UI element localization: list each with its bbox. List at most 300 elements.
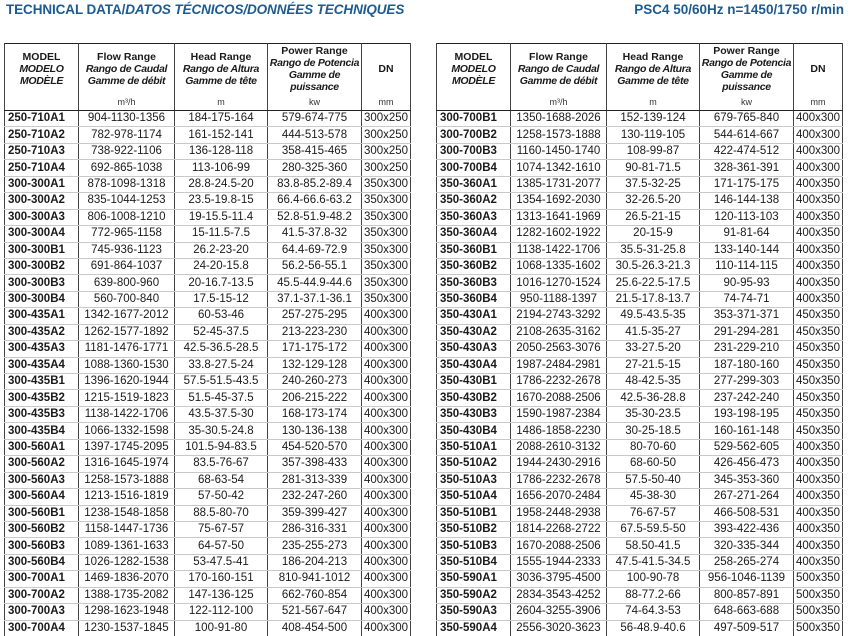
head-cell: 47.5-41.5-34.5: [607, 554, 700, 570]
power-cell: 132-129-128: [268, 357, 362, 373]
flow-cell: 1215-1519-1823: [79, 390, 175, 406]
head-cell: 33.8-27.5-24: [175, 357, 268, 373]
table-row: [437, 587, 843, 603]
flow-cell: 1670-2088-2506: [511, 538, 607, 554]
flow-cell: 950-1188-1397: [511, 291, 607, 307]
table-row: [437, 357, 843, 373]
power-cell: 291-294-281: [700, 324, 794, 340]
model-cell: 300-435A1: [5, 308, 79, 324]
model-cell: 350-360B2: [437, 258, 511, 274]
table-row: [437, 193, 843, 209]
flow-cell: 1342-1677-2012: [79, 308, 175, 324]
table-row: [437, 571, 843, 587]
flow-cell: 2556-3020-3623: [511, 620, 607, 636]
table-row: [437, 423, 843, 439]
power-cell: 206-215-222: [268, 390, 362, 406]
power-cell: 422-474-512: [700, 143, 794, 159]
flow-cell: 1354-1692-2030: [511, 193, 607, 209]
model-cell: 300-300B3: [5, 275, 79, 291]
head-cell: 83.5-76-67: [175, 456, 268, 472]
power-cell: 45.5-44.9-44.6: [268, 275, 362, 291]
head-cell: 53-47.5-41: [175, 554, 268, 570]
flow-cell: 1313-1641-1969: [511, 209, 607, 225]
flow-cell: 1160-1450-1740: [511, 143, 607, 159]
table-unit-row: [437, 95, 843, 111]
table-header-row: [437, 44, 843, 95]
table-row: [5, 341, 411, 357]
head-cell: 67.5-59.5-50: [607, 521, 700, 537]
head-cell: 37.5-32-25: [607, 176, 700, 192]
table-row: [437, 176, 843, 192]
model-cell: 350-510A1: [437, 439, 511, 455]
dn-cell: 450x350: [794, 357, 843, 373]
dn-cell: 300x250: [362, 160, 411, 176]
col-header-flow: Flow Range Rango de Caudal Gamme de débit: [511, 44, 607, 95]
table-row: [5, 258, 411, 274]
model-cell: 350-430B1: [437, 374, 511, 390]
flow-cell: 1469-1836-2070: [79, 571, 175, 587]
power-cell: 521-567-647: [268, 604, 362, 620]
dn-cell: 350x300: [362, 242, 411, 258]
dn-cell: 400x300: [362, 357, 411, 373]
dn-cell: 400x350: [794, 242, 843, 258]
head-cell: 76-67-57: [607, 505, 700, 521]
power-cell: 90-95-93: [700, 275, 794, 291]
flow-cell: 2604-3255-3906: [511, 604, 607, 620]
dn-cell: 300x250: [362, 111, 411, 127]
dn-cell: 400x300: [794, 111, 843, 127]
head-cell: 45-38-30: [607, 489, 700, 505]
power-cell: 810-941-1012: [268, 571, 362, 587]
power-cell: 357-398-433: [268, 456, 362, 472]
head-cell: 41.5-35-27: [607, 324, 700, 340]
power-cell: 544-614-667: [700, 127, 794, 143]
power-cell: 168-173-174: [268, 406, 362, 422]
flow-cell: 2108-2635-3162: [511, 324, 607, 340]
table-row: [5, 489, 411, 505]
flow-cell: 782-978-1174: [79, 127, 175, 143]
power-cell: 358-415-465: [268, 143, 362, 159]
model-cell: 300-560A3: [5, 472, 79, 488]
model-cell: 350-360B1: [437, 242, 511, 258]
dn-cell: 350x300: [362, 209, 411, 225]
power-cell: 235-255-273: [268, 538, 362, 554]
power-cell: 267-271-264: [700, 489, 794, 505]
flow-cell: 1486-1858-2230: [511, 423, 607, 439]
flow-cell: 1396-1620-1944: [79, 374, 175, 390]
power-cell: 237-242-240: [700, 390, 794, 406]
head-cell: 42.5-36-28.8: [607, 390, 700, 406]
head-cell: 58.50-41.5: [607, 538, 700, 554]
flow-cell: 692-865-1038: [79, 160, 175, 176]
flow-cell: 1944-2430-2916: [511, 456, 607, 472]
power-cell: 110-114-115: [700, 258, 794, 274]
dn-cell: 400x300: [362, 521, 411, 537]
head-cell: 57-50-42: [175, 489, 268, 505]
table-row: [437, 620, 843, 636]
table-row: [437, 489, 843, 505]
dn-cell: 400x350: [794, 554, 843, 570]
power-cell: 280-325-360: [268, 160, 362, 176]
dn-cell: 400x350: [794, 193, 843, 209]
dn-cell: 400x350: [794, 258, 843, 274]
flow-cell: 1066-1332-1598: [79, 423, 175, 439]
table-row: [437, 127, 843, 143]
flow-cell: 772-965-1158: [79, 226, 175, 242]
table-row: [5, 521, 411, 537]
head-cell: 80-70-60: [607, 439, 700, 455]
dn-cell: 400x300: [362, 390, 411, 406]
dn-cell: 300x250: [362, 127, 411, 143]
power-cell: 56.2-56-55.1: [268, 258, 362, 274]
power-cell: 529-562-605: [700, 439, 794, 455]
head-cell: 20-16.7-13.5: [175, 275, 268, 291]
model-cell: 300-300B2: [5, 258, 79, 274]
dn-cell: 400x350: [794, 538, 843, 554]
power-cell: 956-1046-1139: [700, 571, 794, 587]
flow-cell: 1258-1573-1888: [79, 472, 175, 488]
flow-cell: 691-864-1037: [79, 258, 175, 274]
head-cell: 20-15-9: [607, 226, 700, 242]
power-cell: 213-223-230: [268, 324, 362, 340]
head-cell: 42.5-36.5-28.5: [175, 341, 268, 357]
head-cell: 27-21.5-15: [607, 357, 700, 373]
head-cell: 56-48.9-40.6: [607, 620, 700, 636]
head-cell: 35-30-23.5: [607, 406, 700, 422]
power-cell: 444-513-578: [268, 127, 362, 143]
model-cell: 350-510B3: [437, 538, 511, 554]
head-cell: 130-119-105: [607, 127, 700, 143]
table-row: [5, 160, 411, 176]
power-cell: 426-456-473: [700, 456, 794, 472]
head-cell: 122-112-100: [175, 604, 268, 620]
head-cell: 152-139-124: [607, 111, 700, 127]
table-row: [437, 111, 843, 127]
model-cell: 350-430A1: [437, 308, 511, 324]
head-cell: 90-81-71.5: [607, 160, 700, 176]
model-cell: 350-510A4: [437, 489, 511, 505]
model-cell: 300-700A1: [5, 571, 79, 587]
power-cell: 66.4-66.6-63.2: [268, 193, 362, 209]
dn-cell: 450x350: [794, 308, 843, 324]
head-cell: 35.5-31-25.8: [607, 242, 700, 258]
power-cell: 277-299-303: [700, 374, 794, 390]
col-header-model: MODEL MODELO MODÈLE: [437, 44, 511, 95]
head-cell: 25.6-22.5-17.5: [607, 275, 700, 291]
dn-cell: 350x300: [362, 258, 411, 274]
dn-cell: 450x350: [794, 390, 843, 406]
model-cell: 300-300B4: [5, 291, 79, 307]
table-row: [437, 242, 843, 258]
power-cell: 186-204-213: [268, 554, 362, 570]
model-cell: 350-510B4: [437, 554, 511, 570]
col-header-power: Power Range Rango de Potencia Gamme de puissance: [700, 44, 794, 95]
unit-flow: m³/h: [79, 95, 175, 111]
flow-cell: 1074-1342-1610: [511, 160, 607, 176]
model-cell: 350-360B3: [437, 275, 511, 291]
flow-cell: 2050-2563-3076: [511, 341, 607, 357]
table-row: [5, 193, 411, 209]
table-row: [5, 143, 411, 159]
table-row: [437, 604, 843, 620]
head-cell: 43.5-37.5-30: [175, 406, 268, 422]
table-row: [437, 374, 843, 390]
power-cell: 171-175-172: [268, 341, 362, 357]
model-cell: 350-430B3: [437, 406, 511, 422]
col-header-dn: DN: [794, 44, 843, 95]
head-cell: 57.5-51.5-43.5: [175, 374, 268, 390]
power-cell: 393-422-436: [700, 521, 794, 537]
model-cell: 350-430A4: [437, 357, 511, 373]
dn-cell: 400x300: [794, 143, 843, 159]
flow-cell: 1026-1282-1538: [79, 554, 175, 570]
table-row: [437, 521, 843, 537]
head-cell: 161-152-141: [175, 127, 268, 143]
head-cell: 136-128-118: [175, 143, 268, 159]
model-cell: 250-710A4: [5, 160, 79, 176]
col-header-model: MODEL MODELO MODÈLE: [5, 44, 79, 95]
flow-cell: 878-1098-1318: [79, 176, 175, 192]
table-row: [437, 143, 843, 159]
dn-cell: 400x300: [362, 620, 411, 636]
table-row: [5, 538, 411, 554]
model-cell: 350-510B2: [437, 521, 511, 537]
table-body-right: [437, 111, 843, 636]
dn-cell: 400x350: [794, 176, 843, 192]
dn-cell: 400x300: [362, 554, 411, 570]
dn-cell: 400x300: [362, 324, 411, 340]
table-row: [5, 406, 411, 422]
model-cell: 350-360A1: [437, 176, 511, 192]
power-cell: 281-313-339: [268, 472, 362, 488]
table-row: [437, 341, 843, 357]
flow-cell: 1555-1944-2333: [511, 554, 607, 570]
flow-cell: 639-800-960: [79, 275, 175, 291]
unit-power: kw: [700, 95, 794, 111]
model-cell: 300-435B1: [5, 374, 79, 390]
head-cell: 113-106-99: [175, 160, 268, 176]
power-cell: 232-247-260: [268, 489, 362, 505]
flow-cell: 1258-1573-1888: [511, 127, 607, 143]
table-row: [5, 111, 411, 127]
dn-cell: 400x300: [794, 127, 843, 143]
head-cell: 75-67-57: [175, 521, 268, 537]
power-cell: 648-663-688: [700, 604, 794, 620]
dn-cell: 450x350: [794, 374, 843, 390]
table-row: [5, 226, 411, 242]
model-cell: 350-590A2: [437, 587, 511, 603]
flow-cell: 1987-2484-2981: [511, 357, 607, 373]
dn-cell: 400x350: [794, 209, 843, 225]
model-cell: 350-430A3: [437, 341, 511, 357]
power-cell: 37.1-37.1-36.1: [268, 291, 362, 307]
table-header-row: [5, 44, 411, 95]
flow-cell: 1262-1577-1892: [79, 324, 175, 340]
dn-cell: 450x350: [794, 406, 843, 422]
head-cell: 68-63-54: [175, 472, 268, 488]
head-cell: 88.5-80-70: [175, 505, 268, 521]
model-cell: 250-710A2: [5, 127, 79, 143]
head-cell: 49.5-43.5-35: [607, 308, 700, 324]
model-cell: 350-430B4: [437, 423, 511, 439]
table-row: [5, 324, 411, 340]
table-row: [437, 160, 843, 176]
power-cell: 130-136-138: [268, 423, 362, 439]
dn-cell: 400x300: [362, 489, 411, 505]
col-header-head: Head Range Rango de Altura Gamme de tête: [607, 44, 700, 95]
power-cell: 240-260-273: [268, 374, 362, 390]
head-cell: 28.8-24.5-20: [175, 176, 268, 192]
model-cell: 350-430B2: [437, 390, 511, 406]
power-cell: 91-81-64: [700, 226, 794, 242]
technical-table-left: [4, 43, 411, 636]
dn-cell: 400x300: [362, 308, 411, 324]
head-cell: 21.5-17.8-13.7: [607, 291, 700, 307]
table-row: [437, 439, 843, 455]
table-row: [5, 472, 411, 488]
head-cell: 35-30.5-24.8: [175, 423, 268, 439]
table-row: [5, 587, 411, 603]
table-row: [5, 374, 411, 390]
head-cell: 30.5-26.3-21.3: [607, 258, 700, 274]
table-row: [437, 472, 843, 488]
table-unit-row: [5, 95, 411, 111]
head-cell: 88-77.2-66: [607, 587, 700, 603]
unit-head: m: [175, 95, 268, 111]
power-cell: 193-198-195: [700, 406, 794, 422]
model-cell: 300-560A4: [5, 489, 79, 505]
head-cell: 15-11.5-7.5: [175, 226, 268, 242]
dn-cell: 400x300: [362, 341, 411, 357]
flow-cell: 2194-2743-3292: [511, 308, 607, 324]
power-cell: 579-674-775: [268, 111, 362, 127]
unit-power: kw: [268, 95, 362, 111]
head-cell: 33-27.5-20: [607, 341, 700, 357]
table-row: [5, 439, 411, 455]
power-cell: 258-265-274: [700, 554, 794, 570]
dn-cell: 400x300: [362, 604, 411, 620]
dn-cell: 350x300: [362, 176, 411, 192]
head-cell: 26.5-21-15: [607, 209, 700, 225]
dn-cell: 350x300: [362, 226, 411, 242]
head-cell: 23.5-19.8-15: [175, 193, 268, 209]
flow-cell: 1656-2070-2484: [511, 489, 607, 505]
dn-cell: 400x350: [794, 472, 843, 488]
head-cell: 30-25-18.5: [607, 423, 700, 439]
power-cell: 662-760-854: [268, 587, 362, 603]
power-cell: 231-229-210: [700, 341, 794, 357]
model-cell: 300-560B1: [5, 505, 79, 521]
dn-cell: 350x300: [362, 275, 411, 291]
model-cell: 350-590A4: [437, 620, 511, 636]
dn-cell: 400x300: [362, 538, 411, 554]
dn-cell: 500x350: [794, 571, 843, 587]
flow-cell: 2088-2610-3132: [511, 439, 607, 455]
table-row: [5, 456, 411, 472]
table-row: [5, 571, 411, 587]
table-body-left: [5, 111, 411, 636]
flow-cell: 1350-1688-2026: [511, 111, 607, 127]
dn-cell: 400x350: [794, 521, 843, 537]
model-cell: 300-700A2: [5, 587, 79, 603]
head-cell: 74-64.3-53: [607, 604, 700, 620]
power-cell: 41.5-37.8-32: [268, 226, 362, 242]
model-cell: 300-435B3: [5, 406, 79, 422]
table-row: [437, 538, 843, 554]
dn-cell: 400x300: [362, 587, 411, 603]
table-row: [437, 258, 843, 274]
model-cell: 300-560A1: [5, 439, 79, 455]
dn-cell: 500x350: [794, 587, 843, 603]
model-cell: 300-700B1: [437, 111, 511, 127]
power-cell: 497-509-517: [700, 620, 794, 636]
model-cell: 350-510A2: [437, 456, 511, 472]
table-row: [5, 604, 411, 620]
table-row: [5, 620, 411, 636]
unit-dn: mm: [362, 95, 411, 111]
flow-cell: 1138-1422-1706: [79, 406, 175, 422]
dn-cell: 400x350: [794, 439, 843, 455]
model-cell: 300-700B4: [437, 160, 511, 176]
power-cell: 83.8-85.2-89.4: [268, 176, 362, 192]
model-cell: 300-300A2: [5, 193, 79, 209]
flow-cell: 1282-1602-1922: [511, 226, 607, 242]
col-header-flow: Flow Range Rango de Caudal Gamme de débit: [79, 44, 175, 95]
power-cell: 408-454-500: [268, 620, 362, 636]
model-cell: 300-560B4: [5, 554, 79, 570]
page-subtitle: PSC4 50/60Hz n=1450/1750 r/min: [634, 2, 844, 17]
flow-cell: 1958-2448-2938: [511, 505, 607, 521]
dn-cell: 400x300: [362, 505, 411, 521]
flow-cell: 3036-3795-4500: [511, 571, 607, 587]
power-cell: 120-113-103: [700, 209, 794, 225]
dn-cell: 300x250: [362, 143, 411, 159]
power-cell: 171-175-175: [700, 176, 794, 192]
flow-cell: 1088-1360-1530: [79, 357, 175, 373]
table-row: [437, 554, 843, 570]
flow-cell: 738-922-1106: [79, 143, 175, 159]
power-cell: 359-399-427: [268, 505, 362, 521]
flow-cell: 2834-3543-4252: [511, 587, 607, 603]
head-cell: 170-160-151: [175, 571, 268, 587]
table-row: [5, 423, 411, 439]
model-cell: 300-700A3: [5, 604, 79, 620]
head-cell: 17.5-15-12: [175, 291, 268, 307]
head-cell: 60-53-46: [175, 308, 268, 324]
model-cell: 350-360A4: [437, 226, 511, 242]
table-row: [5, 554, 411, 570]
flow-cell: 1016-1270-1524: [511, 275, 607, 291]
flow-cell: 1590-1987-2384: [511, 406, 607, 422]
dn-cell: 400x350: [794, 291, 843, 307]
head-cell: 184-175-164: [175, 111, 268, 127]
head-cell: 101.5-94-83.5: [175, 439, 268, 455]
power-cell: 133-140-144: [700, 242, 794, 258]
table-row: [437, 308, 843, 324]
model-cell: 300-300A1: [5, 176, 79, 192]
table-row: [5, 308, 411, 324]
dn-cell: 400x300: [362, 374, 411, 390]
dn-cell: 500x350: [794, 604, 843, 620]
table-row: [437, 505, 843, 521]
model-cell: 300-700B2: [437, 127, 511, 143]
power-cell: 52.8-51.9-48.2: [268, 209, 362, 225]
page-header: [6, 2, 844, 22]
power-cell: 353-371-371: [700, 308, 794, 324]
flow-cell: 1068-1335-1602: [511, 258, 607, 274]
dn-cell: 450x350: [794, 341, 843, 357]
table-row: [437, 291, 843, 307]
